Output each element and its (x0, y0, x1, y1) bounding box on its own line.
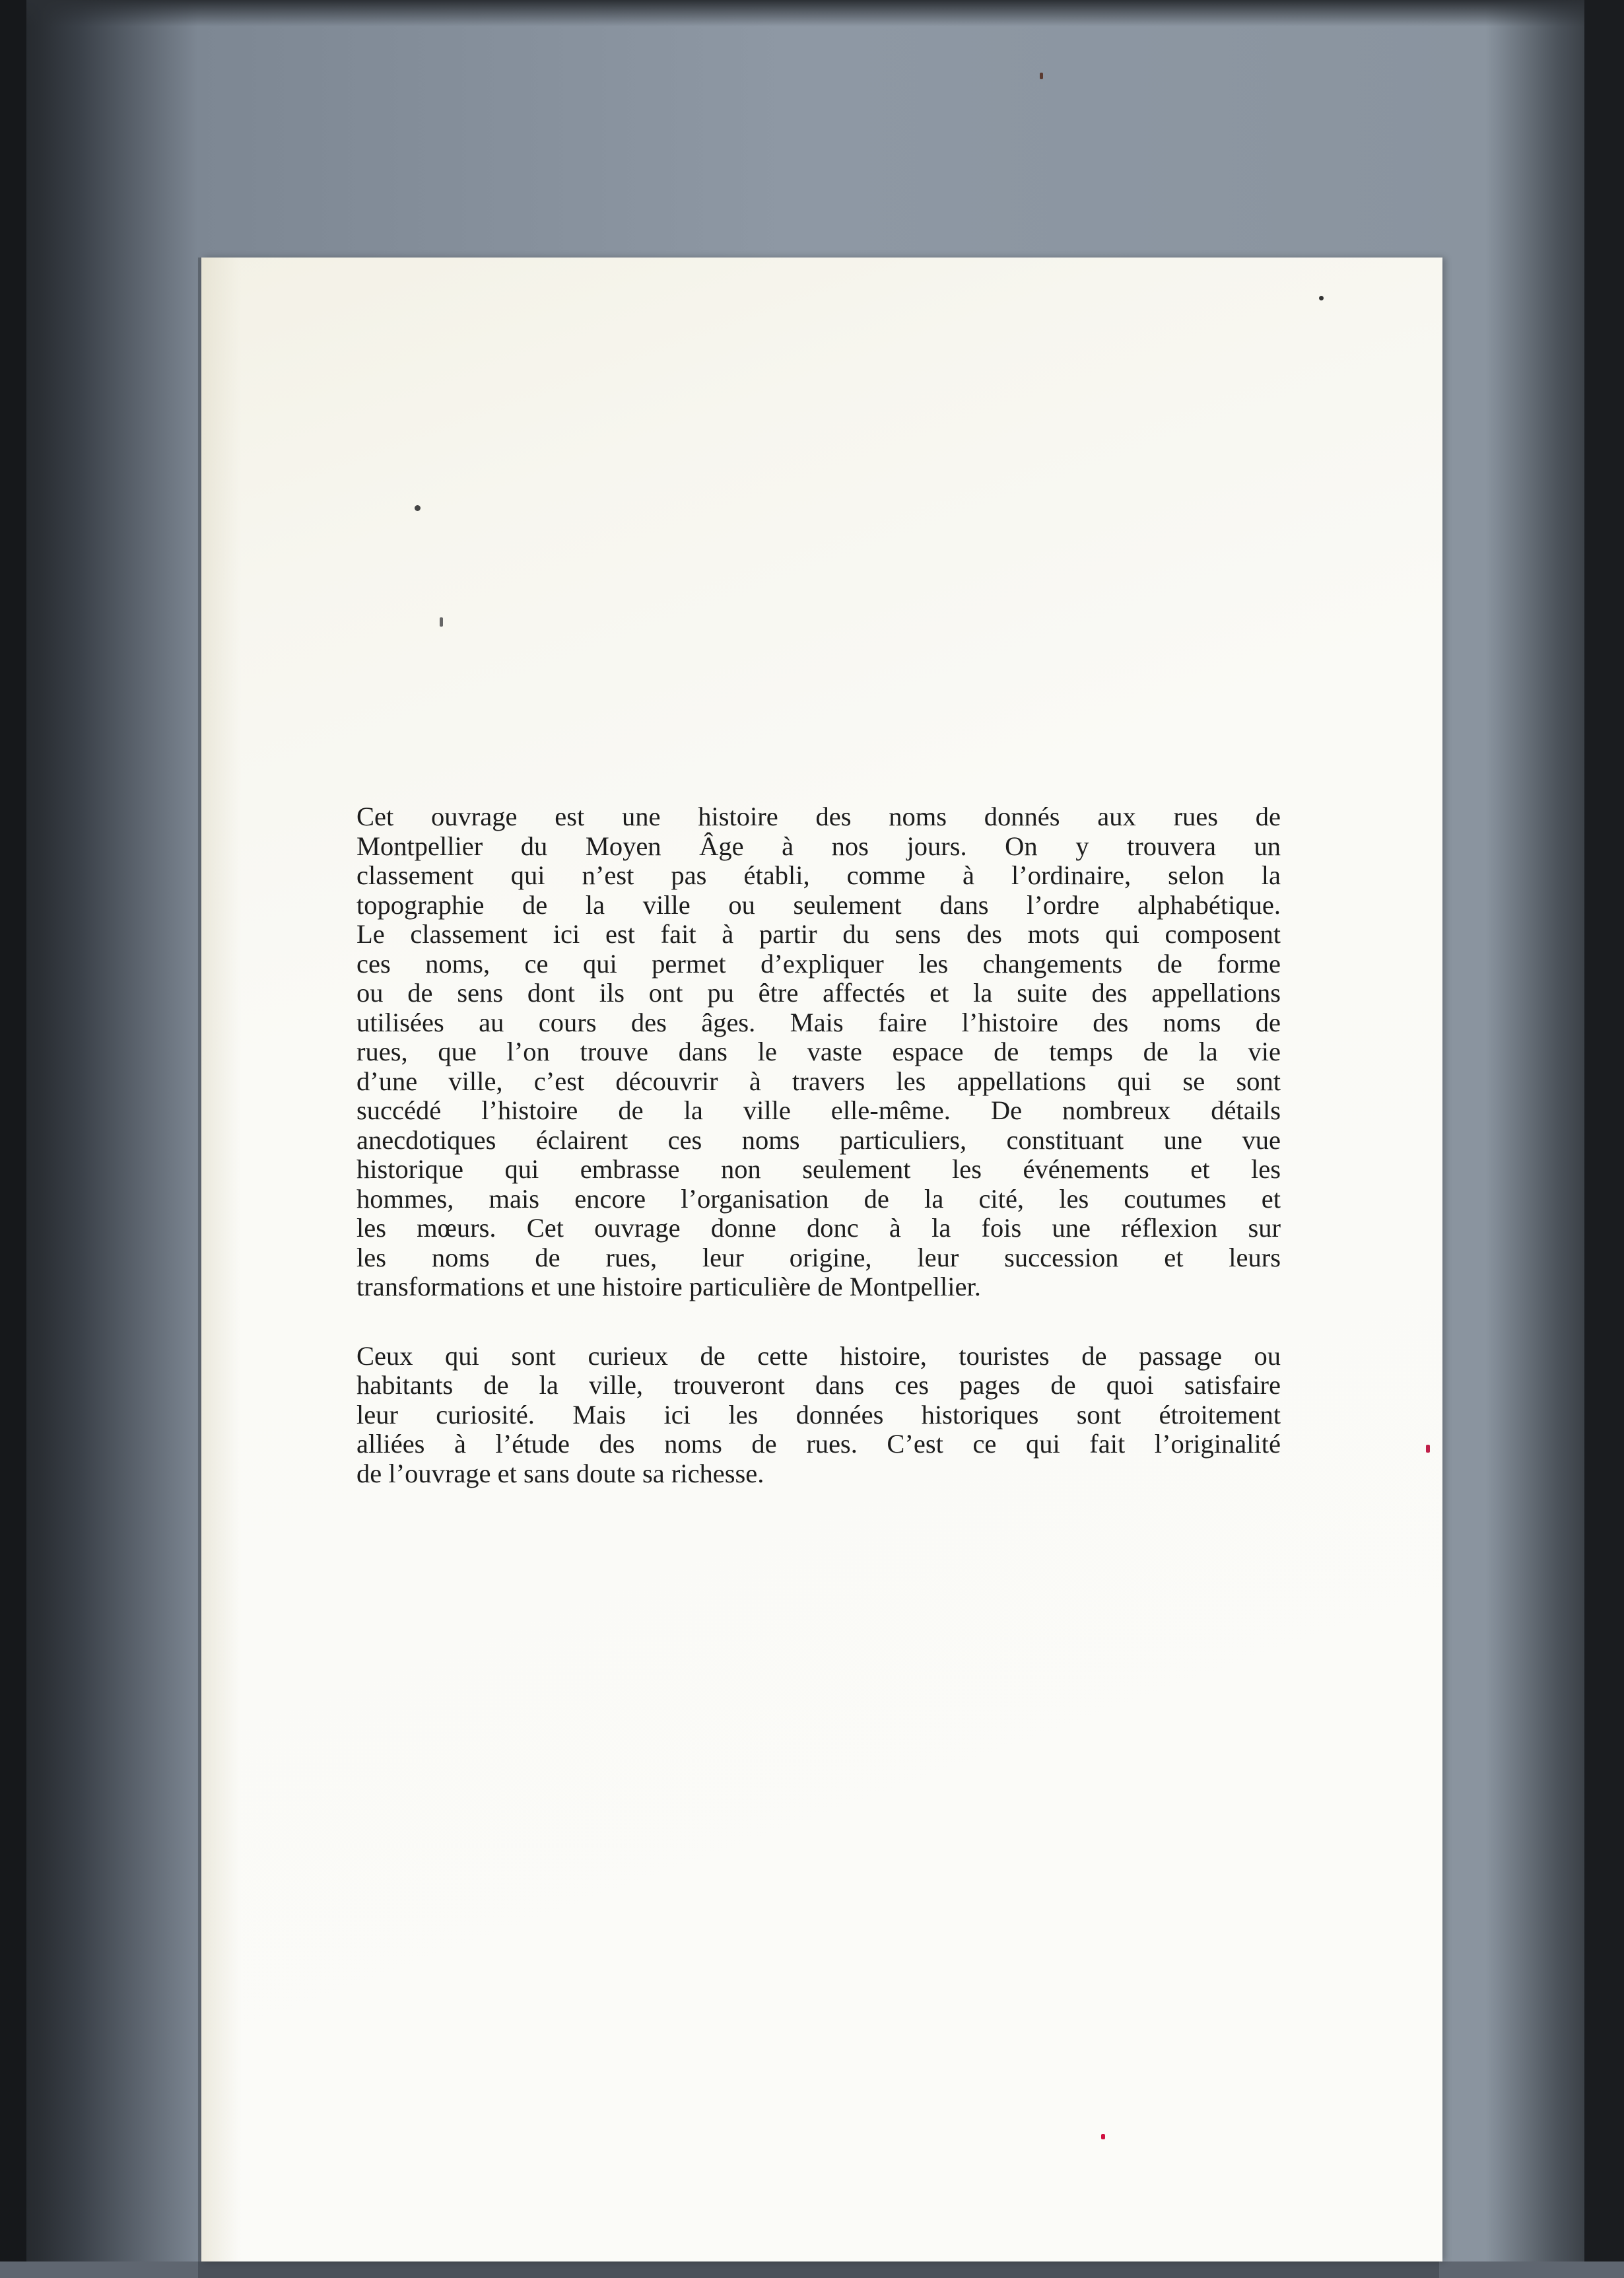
blurb-line: utilisées au cours des âges. Mais faire l’histoire des noms de (356, 1007, 1281, 1037)
blurb-line: les noms de rues, leur origine, leur succession et leurs (356, 1242, 1281, 1272)
dust-speck (1040, 73, 1043, 79)
blurb-line: habitants de la ville, trouveront dans ces pages de quoi satisfaire (356, 1370, 1281, 1400)
blurb-paragraph-1 (356, 802, 1281, 1302)
blurb-line: ou de sens dont ils ont pu être affectés et la suite des appellations (356, 978, 1281, 1008)
blurb-line: transformations et une histoire particulière de Montpellier. (356, 1272, 981, 1301)
paragraph-gap (356, 1302, 1281, 1342)
blurb-line: les mœurs. Cet ouvrage donne donc à la fois une réflexion sur (356, 1213, 1281, 1243)
blurb-paragraph-2 (356, 1342, 1281, 1489)
blurb-line: de l’ouvrage et sans doute sa richesse. (356, 1458, 764, 1488)
blurb-line: hommes, mais encore l’organisation de la cité, les coutumes et (356, 1183, 1281, 1214)
dust-speck (415, 505, 421, 511)
blurb-line: classement qui n’est pas établi, comme à l’ordinaire, selon la (356, 860, 1281, 890)
dust-speck (1319, 296, 1324, 300)
blurb-line: ces noms, ce qui permet d’expliquer les changements de forme (356, 948, 1281, 979)
blurb-line: Cet ouvrage est une histoire des noms donnés aux rues de (356, 802, 1281, 831)
dust-speck (1101, 2134, 1105, 2139)
blurb-line: Le classement ici est fait à partir du sens des mots qui composent (356, 919, 1281, 949)
blurb-line: Montpellier du Moyen Âge à nos jours. On y trouvera un (356, 831, 1281, 861)
back-cover-blurb (356, 802, 1281, 1488)
scanner-top-shadow (0, 0, 1624, 26)
blurb-line: historique qui embrasse non seulement les événements et les (356, 1154, 1281, 1184)
scanner-right-edge (1584, 0, 1624, 2261)
dust-speck (440, 617, 443, 627)
dust-speck (1426, 1445, 1430, 1453)
blurb-line: topographie de la ville ou seulement dans l’ordre alphabétique. (356, 889, 1281, 920)
blurb-line: succédé l’histoire de la ville elle-même. De nombreux détails (356, 1095, 1281, 1125)
blurb-line: anecdotiques éclairent ces noms particuliers, constituant une vue (356, 1124, 1281, 1155)
blurb-line: leur curiosité. Mais ici les données historiques sont étroitement (356, 1399, 1281, 1430)
blurb-line: rues, que l’on trouve dans le vaste espace de temps de la vie (356, 1037, 1281, 1066)
cover-fold-shading (201, 258, 241, 2261)
blurb-line: Ceux qui sont curieux de cette histoire, touristes de passage ou (356, 1340, 1281, 1371)
blurb-line: d’une ville, c’est découvrir à travers les appellations qui se sont (356, 1066, 1281, 1096)
blurb-line: alliées à l’étude des noms de rues. C’est ce qui fait l’originalité (356, 1429, 1281, 1459)
scanner-left-edge (0, 0, 26, 2261)
